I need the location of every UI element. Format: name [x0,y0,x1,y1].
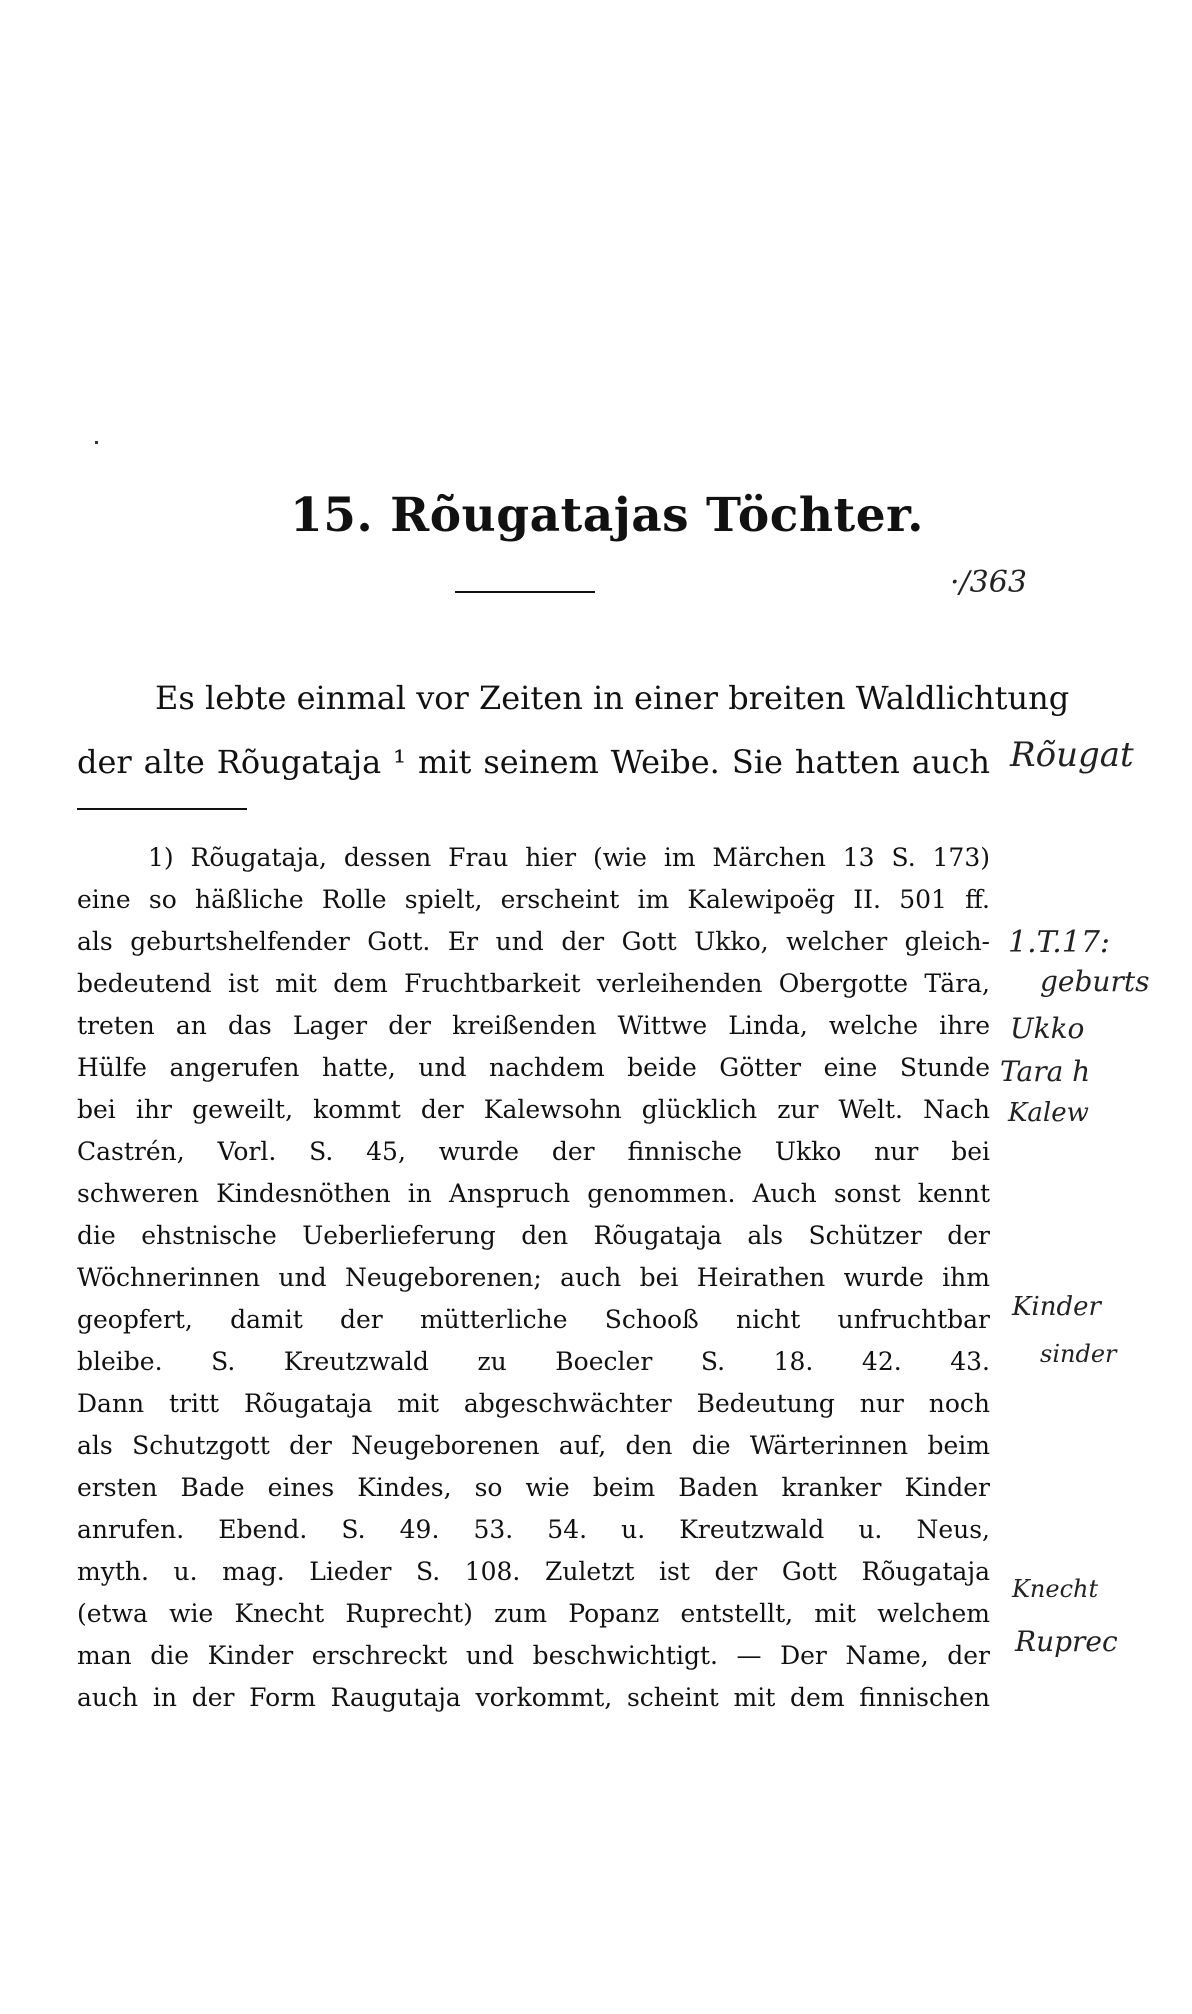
footnote-line: Dann tritt Rõugataja mit abgeschwächter Bedeutung nur noch [77,1389,990,1418]
handwritten-margin-note: Tara h [1000,1055,1091,1088]
body-line: der alte Rõugataja ¹ mit seinem Weibe. Sie hatten auch [77,743,990,781]
footnote-line: ersten Bade eines Kindes, so wie beim Baden kranker Kinder [77,1473,990,1502]
footnote-line: (etwa wie Knecht Ruprecht) zum Popanz entstellt, mit welchem [77,1599,990,1628]
title-rule [455,591,595,593]
handwritten-margin-note: Knecht [1012,1575,1099,1603]
handwritten-margin-note: Ukko [1010,1012,1085,1045]
handwritten-margin-note: sinder [1040,1340,1117,1368]
handwritten-margin-note: Rõugat [1010,735,1134,775]
footnote-line: treten an das Lager der kreißenden Wittwe Linda, welche ihre [77,1011,990,1040]
footnote-line: Wöchnerinnen und Neugeborenen; auch bei Heirathen wurde ihm [77,1263,990,1292]
page-speck [95,441,98,444]
footnote-line: bei ihr geweilt, kommt der Kalewsohn glücklich zur Welt. Nach [77,1095,990,1124]
handwritten-margin-note: ·/363 [950,565,1027,600]
footnote-line: bedeutend ist mit dem Fruchtbarkeit verleihenden Obergotte Tära, [77,969,990,998]
handwritten-margin-note: Ruprec [1015,1625,1118,1658]
handwritten-margin-note: Kinder [1012,1292,1101,1322]
footnote-line: Castrén, Vorl. S. 45, wurde der finnische Ukko nur bei [77,1137,990,1166]
chapter-title: 15. Rõugatajas Töchter. [290,488,924,543]
footnote-line: 1) Rõugataja, dessen Frau hier (wie im Märchen 13 S. 173) [148,843,990,872]
footnote-line: anrufen. Ebend. S. 49. 53. 54. u. Kreutzwald u. Neus, [77,1515,990,1544]
footnote-line: schweren Kindesnöthen in Anspruch genommen. Auch sonst kennt [77,1179,990,1208]
footnote-line: geopfert, damit der mütterliche Schooß nicht unfruchtbar [77,1305,990,1334]
footnote-line: eine so häßliche Rolle spielt, erscheint im Kalewipoëg II. 501 ff. [77,885,990,914]
footnote-line: myth. u. mag. Lieder S. 108. Zuletzt ist der Gott Rõugataja [77,1557,990,1586]
handwritten-margin-note: geburts [1040,965,1150,998]
footnote-line: als geburtshelfender Gott. Er und der Gott Ukko, welcher gleich- [77,927,990,956]
footnote-line: auch in der Form Raugutaja vorkommt, scheint mit dem finnischen [77,1683,990,1712]
footnote-line: bleibe. S. Kreutzwald zu Boecler S. 18. 42. 43. [77,1347,990,1376]
footnote-rule [77,808,247,810]
body-line: Es lebte einmal vor Zeiten in einer breiten Waldlichtung [155,679,1070,717]
footnote-line: die ehstnische Ueberlieferung den Rõugataja als Schützer der [77,1221,990,1250]
footnote-line: als Schutzgott der Neugeborenen auf, den die Wärterinnen beim [77,1431,990,1460]
handwritten-margin-note: Kalew [1008,1098,1089,1128]
handwritten-margin-note: 1.T.17: [1008,925,1111,960]
footnote-line: Hülfe angerufen hatte, und nachdem beide Götter eine Stunde [77,1053,990,1082]
footnote-line: man die Kinder erschreckt und beschwichtigt. — Der Name, der [77,1641,990,1670]
